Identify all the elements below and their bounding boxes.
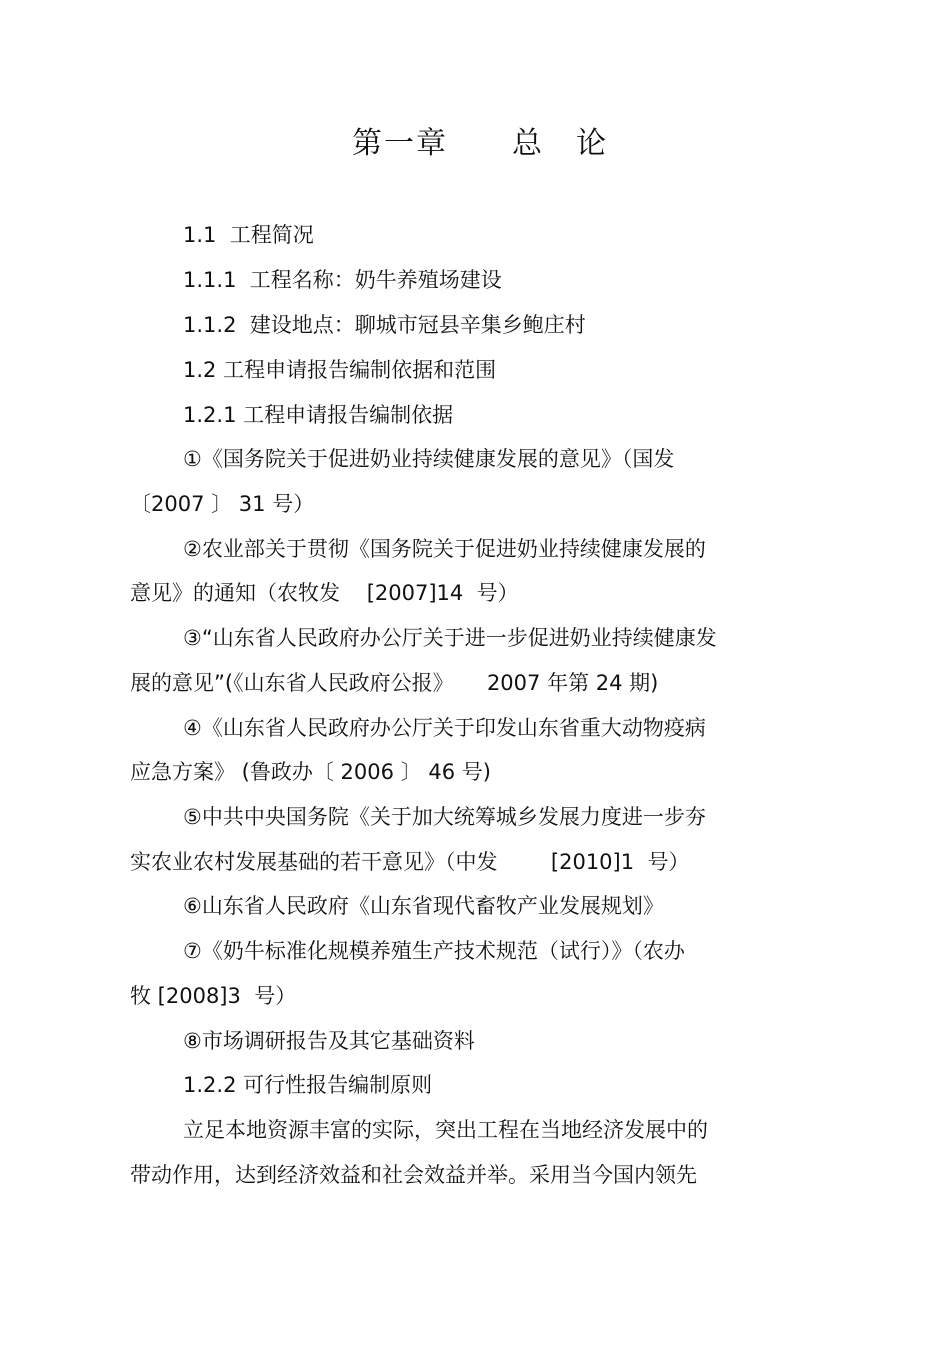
- paragraph-line: ⑧市场调研报告及其它基础资料: [183, 1029, 475, 1053]
- paragraph-line: ②农业部关于贯彻《国务院关于促进奶业持续健康发展的: [183, 537, 706, 561]
- subsection-heading: 1.1.1 工程名称：奶牛养殖场建设: [183, 268, 502, 292]
- section-heading: 1.2 工程申请报告编制依据和范围: [183, 358, 497, 382]
- subsection-heading: 1.1.2 建设地点：聊城市冠县辛集乡鲍庄村: [183, 313, 586, 337]
- paragraph-line: 展的意见”(《山东省人民政府公报》 2007 年第 24 期): [130, 671, 659, 695]
- paragraph-line: 意见》的通知（农牧发 [2007]14 号）: [130, 581, 519, 605]
- paragraph-line: 实农业农村发展基础的若干意见》（中发 [2010]1 号）: [130, 850, 690, 874]
- paragraph-line: ③“山东省人民政府办公厅关于进一步促进奶业持续健康发: [183, 626, 717, 650]
- paragraph-line: ④《山东省人民政府办公厅关于印发山东省重大动物疫病: [183, 716, 706, 740]
- paragraph-line: ⑤中共中央国务院《关于加大统筹城乡发展力度进一步夯: [183, 805, 706, 829]
- paragraph-line: 牧 [2008]3 号）: [130, 984, 297, 1008]
- paragraph-line: 带动作用，达到经济效益和社会效益并举。采用当今国内领先: [130, 1163, 697, 1187]
- section-heading: 1.1 工程简况: [183, 223, 314, 247]
- paragraph-line: ①《国务院关于促进奶业持续健康发展的意见》（国发: [183, 447, 675, 471]
- paragraph-line: ⑦《奶牛标准化规模养殖生产技术规范（试行）》（农办: [183, 939, 685, 963]
- paragraph-line: 〔2007 〕 31 号）: [130, 492, 315, 516]
- subsection-heading: 1.2.2 可行性报告编制原则: [183, 1073, 433, 1097]
- paragraph-line: 应急方案》 (鲁政办〔 2006 〕 46 号): [130, 760, 491, 784]
- subsection-heading: 1.2.1 工程申请报告编制依据: [183, 403, 454, 427]
- chapter-title: 第一章 总 论: [352, 126, 608, 161]
- paragraph-line: ⑥山东省人民政府《山东省现代畜牧产业发展规划》: [183, 894, 664, 918]
- paragraph-line: 立足本地资源丰富的实际，突出工程在当地经济发展中的: [183, 1118, 708, 1142]
